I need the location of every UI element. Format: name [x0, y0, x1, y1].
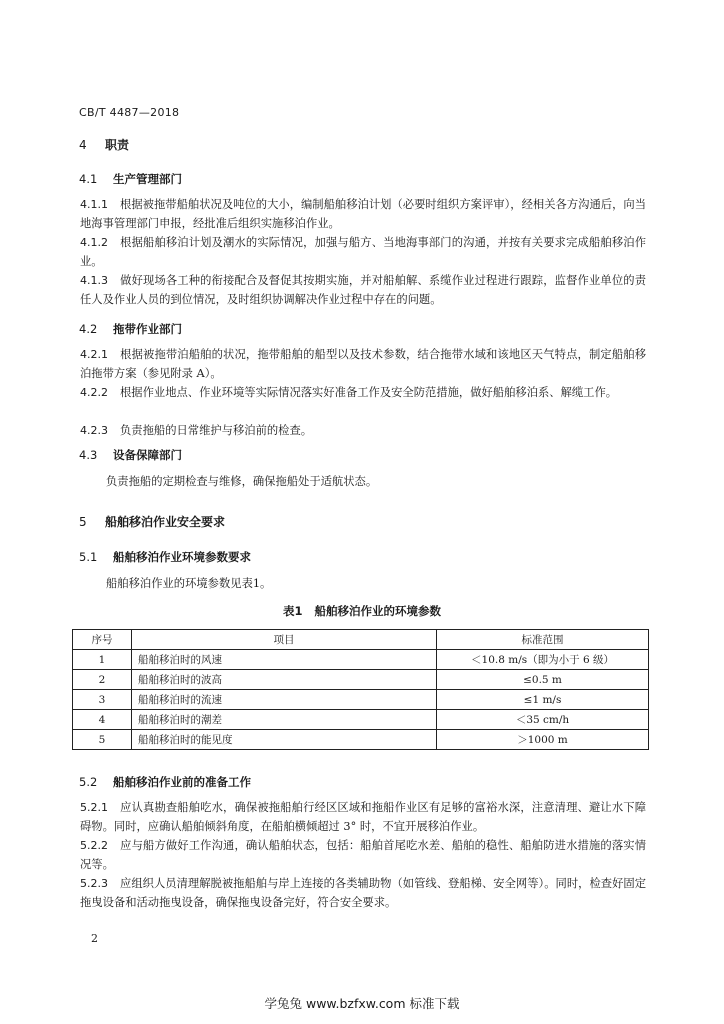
cell-item: 船舶移泊时的流速 — [132, 690, 437, 710]
cell-range: ≤0.5 m — [437, 670, 649, 690]
cell-index: 2 — [73, 670, 132, 690]
table-row — [73, 710, 649, 730]
cell-range: ＜10.8 m/s（即为小于 6 级） — [437, 650, 649, 670]
clause-5-2-1: 5.2.1 应认真勘查船舶吃水，确保被拖船舶行经区区域和拖船作业区有足够的富裕水深，注意清理、避让水下障碍物。同时，应确认船舶倾斜角度，在船舶横倾超过 3° 时，不宜开展移泊作业。 — [80, 801, 646, 833]
cell-item: 船舶移泊时的风速 — [132, 650, 437, 670]
cell-index: 4 — [73, 710, 132, 730]
header-range: 标准范围 — [437, 630, 649, 650]
section-5-1-text: 船舶移泊作业的环境参数见表1。 — [106, 577, 272, 590]
header-index: 序号 — [73, 630, 132, 650]
cell-item: 船舶移泊时的波高 — [132, 670, 437, 690]
section-4-3-heading: 4.3 设备保障部门 — [79, 448, 182, 462]
section-4-2-heading: 4.2 拖带作业部门 — [79, 322, 182, 336]
clause-4-1-2: 4.1.2 根据船舶移泊计划及潮水的实际情况，加强与船方、当地海事部门的沟通，并按有关要求完成船舶移泊作业。 — [80, 236, 646, 268]
table-row — [73, 670, 649, 690]
table-header-row — [73, 630, 649, 650]
clause-4-2-2: 4.2.2 根据作业地点、作业环境等实际情况落实好准备工作及安全防范措施，做好船舶移泊系、解缆工作。 — [80, 386, 618, 399]
clause-4-2-3: 4.2.3 负责拖船的日常维护与移泊前的检查。 — [80, 424, 313, 437]
standard-code: CB/T 4487—2018 — [79, 106, 180, 119]
clause-4-2-1: 4.2.1 根据被拖带泊船舶的状况，拖带船舶的船型以及技术参数，结合拖带水域和该地区天气特点，制定船舶移泊拖带方案（参见附录 A）。 — [80, 348, 646, 380]
cell-index: 5 — [73, 730, 132, 750]
section-5-heading: 5 船舶移泊作业安全要求 — [79, 515, 226, 529]
environment-parameters-table — [72, 629, 649, 750]
cell-item: 船舶移泊时的能见度 — [132, 730, 437, 750]
clause-5-2-3: 5.2.3 应组织人员清理解脱被拖船舶与岸上连接的各类辅助物（如管线、登船梯、安全网等）。同时，检查好固定拖曳设备和活动拖曳设备，确保拖曳设备完好，符合安全要求。 — [80, 877, 646, 909]
section-5-1-heading: 5.1 船舶移泊作业环境参数要求 — [79, 550, 251, 564]
clause-4-1-1: 4.1.1 根据被拖带船舶状况及吨位的大小，编制船舶移泊计划（必要时组织方案评审），经相关各方沟通后，向当地海事管理部门申报，经批准后组织实施移泊作业。 — [80, 198, 646, 230]
section-4-heading: 4 职责 — [79, 138, 130, 152]
cell-range: ＜35 cm/h — [437, 710, 649, 730]
cell-range: ＞1000 m — [437, 730, 649, 750]
cell-item: 船舶移泊时的潮差 — [132, 710, 437, 730]
cell-range: ≤1 m/s — [437, 690, 649, 710]
section-5-2-heading: 5.2 船舶移泊作业前的准备工作 — [79, 775, 251, 789]
clause-5-2-2: 5.2.2 应与船方做好工作沟通，确认船舶状态，包括：船舶首尾吃水差、船舶的稳性、船舶防进水措施的落实情况等。 — [80, 839, 646, 871]
cell-index: 3 — [73, 690, 132, 710]
download-watermark: 学兔兔 www.bzfxw.com 标准下载 — [264, 996, 460, 1011]
table-1-caption: 表1 船舶移泊作业的环境参数 — [282, 604, 441, 618]
table-row — [73, 730, 649, 750]
cell-index: 1 — [73, 650, 132, 670]
section-4-1-heading: 4.1 生产管理部门 — [79, 172, 182, 186]
table-row — [73, 650, 649, 670]
clause-4-1-3: 4.1.3 做好现场各工种的衔接配合及督促其按期实施，并对船舶解、系缆作业过程进行跟踪，监督作业单位的责任人及作业人员的到位情况，及时组织协调解决作业过程中存在的问题。 — [80, 274, 646, 306]
section-4-3-text: 负责拖船的定期检查与维修，确保拖船处于适航状态。 — [106, 475, 378, 488]
page-number: 2 — [91, 932, 98, 945]
header-item: 项目 — [132, 630, 437, 650]
table-row — [73, 690, 649, 710]
